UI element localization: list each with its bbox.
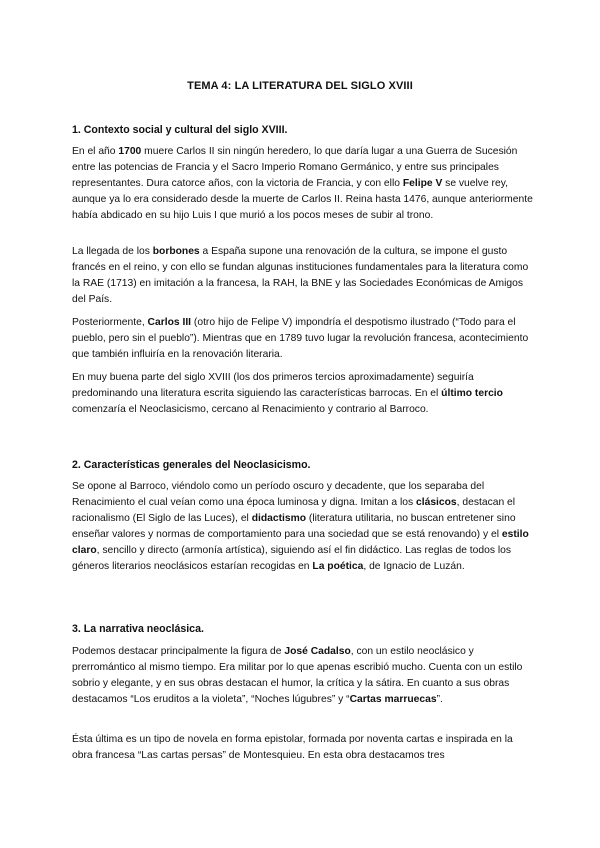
text-run: Ésta última es un tipo de novela en forma epistolar, formada por noventa cartas e inspirada en la obra francesa “Las cartas persas” de Montesquieu. En esta obra destacamos tres xyxy=(72,734,513,761)
paragraph-2-1 xyxy=(72,479,536,575)
bold-text: Felipe V xyxy=(402,178,443,189)
section-heading-1: 1. Contexto social y cultural del siglo XVIII. xyxy=(72,124,288,136)
text-run: Se opone al Barroco, viéndolo como un período oscuro y decadente, que los separaba del Renacimiento el cual veían como una época luminosa y digna. Imitan a los xyxy=(72,481,485,508)
paragraph-1-2 xyxy=(72,244,536,308)
text-run: muere Carlos II sin ningún heredero, lo que daría lugar a una Guerra de Sucesión entre las potencias de Francia y el Sacro Imperio Romano Germánico, y entre sus principales representantes. Dura catorce años, con la victoria de Francia, y con ello xyxy=(72,146,518,189)
text-run: (otro hijo de Felipe V) impondría el despotismo ilustrado (“Todo para el pueblo, pero sin el pueblo”). Mientras que en 1789 tuvo lugar la revolución francesa, acontecimiento que también influiría en la renovación literaria. xyxy=(72,317,529,360)
text-run: En muy buena parte del siglo XVIII (los dos primeros tercios aproximadamente) seguiría predominando una literatura escrita siguiendo las características barrocas. En el xyxy=(72,372,474,399)
bold-text: Carlos III xyxy=(147,317,192,328)
paragraph-1-1 xyxy=(72,144,536,224)
text-run: (literatura utilitaria, no buscan entretener sino enseñar valores y normas de comportamiento para una sociedad que se está renovando) y el xyxy=(72,513,516,540)
bold-text: La poética xyxy=(312,561,364,572)
text-run: , sencillo y directo (armonía artística), siguiendo así el fin didáctico. Las reglas de todos los géneros literarios neoclásicos estarían recogidas en xyxy=(72,545,511,572)
paragraph-3-2 xyxy=(72,732,536,764)
text-run: La llegada de los xyxy=(72,246,153,257)
section-heading-3: 3. La narrativa neoclásica. xyxy=(72,623,204,635)
text-run: Podemos destacar principalmente la figura de xyxy=(72,646,285,657)
paragraph-1-3 xyxy=(72,315,536,363)
text-run: , destacan el racionalismo (El Siglo de las Luces), el xyxy=(72,497,516,524)
text-run: En el año xyxy=(72,146,119,157)
section-heading-2: 2. Características generales del Neoclasicismo. xyxy=(72,459,311,471)
text-run: ”. xyxy=(436,694,443,705)
bold-text: didactismo xyxy=(251,513,307,524)
paragraph-3-1 xyxy=(72,644,536,708)
text-run: Posteriormente, xyxy=(72,317,148,328)
bold-text: 1700 xyxy=(118,146,142,157)
bold-text: José Cadalso xyxy=(284,646,351,657)
document-title: TEMA 4: LA LITERATURA DEL SIGLO XVIII xyxy=(187,80,413,92)
bold-text: último tercio xyxy=(441,388,503,399)
paragraph-1-4 xyxy=(72,370,536,418)
text-run: , de Ignacio de Luzán. xyxy=(363,561,465,572)
bold-text: estilo claro xyxy=(72,529,529,556)
bold-text: Cartas marruecas xyxy=(349,694,437,705)
text-run: , con un estilo neoclásico y prerromántico al mismo tiempo. Era militar por lo que apenas escribió mucho. Cuenta con un estilo sobrio y elegante, y en sus obras destacan el humor, la crítica y la sátira. En cuanto a sus obras destacamos “Los eruditos a la violeta”, “Noches lúgubres” y “ xyxy=(72,646,523,705)
text-run: comenzaría el Neoclasicismo, cercano al Renacimiento y contrario al Barroco. xyxy=(72,404,429,415)
bold-text: borbones xyxy=(152,246,200,257)
text-run: se vuelve rey, aunque ya lo era considerado desde la muerte de Carlos II. Reina hasta 1476, aunque anteriormente había abdicado en su hijo Luis I que murió a los pocos meses de subir al trono. xyxy=(72,178,533,221)
text-run: a España supone una renovación de la cultura, se impone el gusto francés en el reino, y con ello se fundan algunas instituciones fundamentales para la literatura como la RAE (1713) en imitación a la francesa, la RAH, la BNE y las Sociedades Económicas de Amigos del País. xyxy=(72,246,529,305)
bold-text: clásicos xyxy=(416,497,457,508)
